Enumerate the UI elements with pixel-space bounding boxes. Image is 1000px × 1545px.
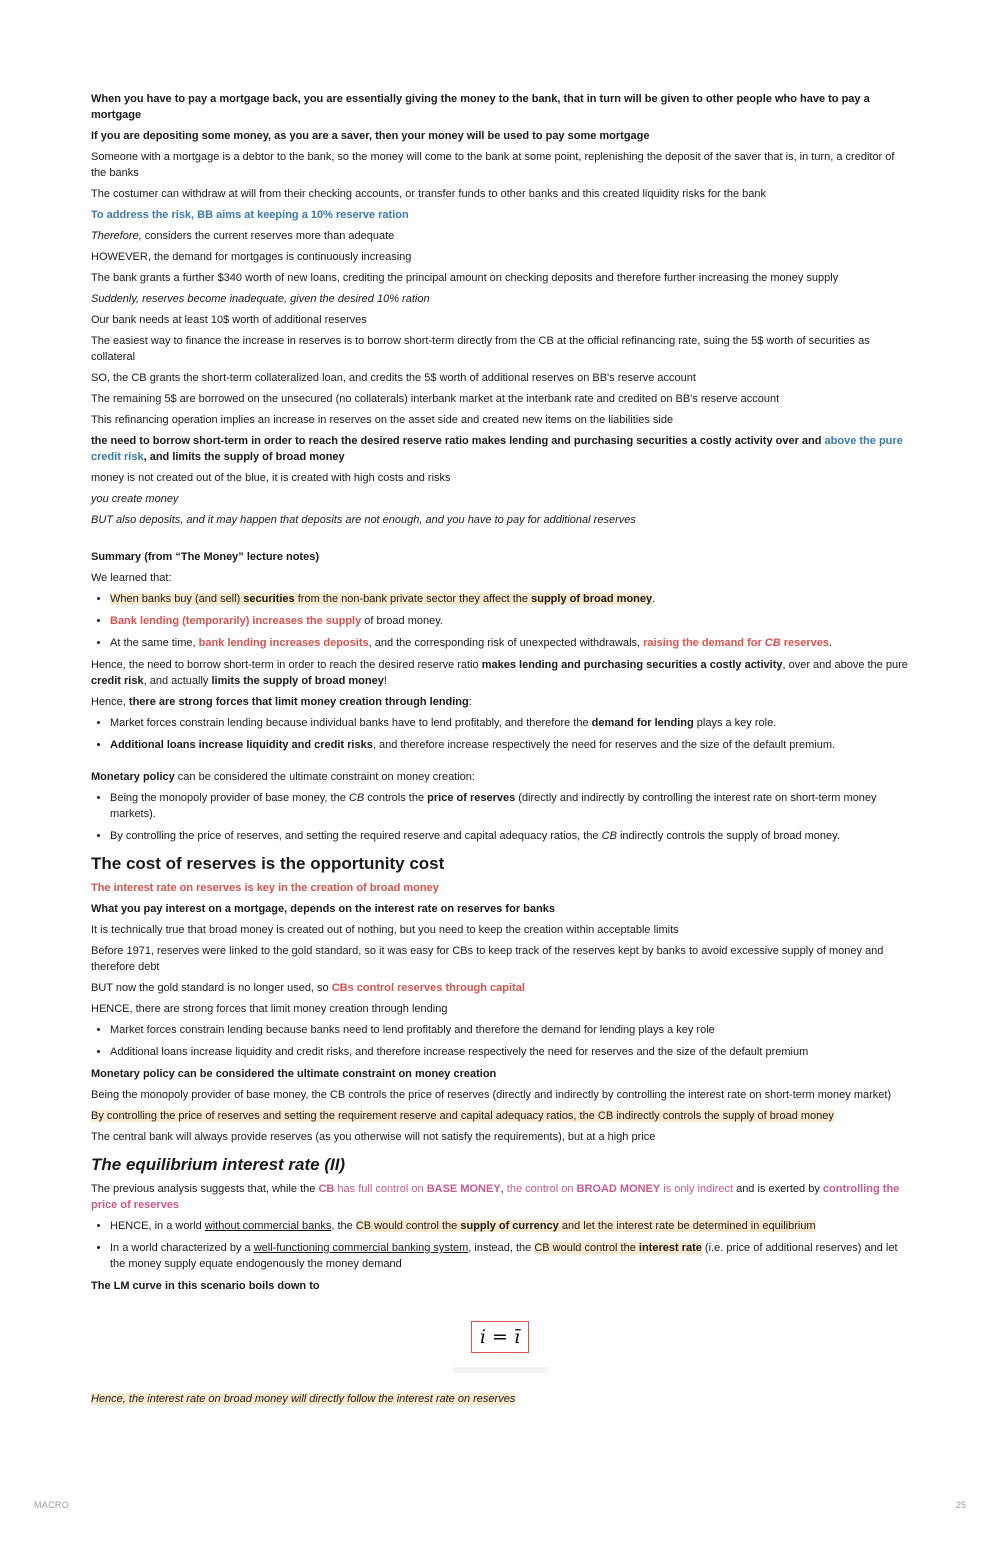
paragraph: Before 1971, reserves were linked to the gold standard, so it was easy for CBs to keep track of the reserves kept by banks to avoid excessive supply of money and therefore debt <box>91 945 884 973</box>
paragraph: HENCE, there are strong forces that limit money creation through lending <box>91 1003 448 1015</box>
highlighted-text: When banks buy (and sell) securities from the non-bank private sector they affect the supply of broad money <box>110 593 653 605</box>
section-heading: The cost of reserves is the opportunity cost <box>91 854 445 873</box>
list-item: • Bank lending (temporarily) increases the supply of broad money. <box>110 613 909 629</box>
list-item: • In a world characterized by a well-functioning commercial banking system, instead, the CB would control the interest rate (i.e. price of additional reserves) and let the money supply equate endogenously the money demand <box>110 1240 909 1272</box>
paragraph: If you are depositing some money, as you are a saver, then your money will be used to pay some mortgage <box>91 130 650 142</box>
forces-list-2 <box>91 1022 909 1060</box>
summary-list <box>91 591 909 651</box>
paragraph: When you have to pay a mortgage back, you are essentially giving the money to the bank, that in turn will be given to other people who have to pay a mortgage <box>91 93 870 121</box>
paragraph <box>91 1108 909 1124</box>
list-item: • Additional loans increase liquidity and credit risks, and therefore increase respectively the need for reserves and the size of the default premium. <box>110 737 909 753</box>
paragraph: Monetary policy can be considered the ultimate constraint on money creation <box>91 1068 497 1080</box>
paragraph: It is technically true that broad money is created out of nothing, but you need to keep the creation within acceptable limits <box>91 924 679 936</box>
text: , and limits the supply of broad money <box>143 451 345 463</box>
paragraph: BUT now the gold standard is no longer used, so CBs control reserves through capital <box>91 982 525 994</box>
forces-list <box>91 715 909 753</box>
paragraph: Hence, the need to borrow short-term in order to reach the desired reserve ratio makes lending and purchasing securities a costly activity, over and above the pure credit risk, and actually limits the supply of broad money! <box>91 659 908 687</box>
list-item: • At the same time, bank lending increases deposits, and the corresponding risk of unexpected withdrawals, raising the demand for CB reserves. <box>110 635 909 651</box>
paragraph: The remaining 5$ are borrowed on the unsecured (no collaterals) interbank market at the interbank rate and credited on BB's reserve account <box>91 393 780 405</box>
paragraph <box>91 1391 909 1407</box>
list-item: • Market forces constrain lending because banks need to lend profitably and therefore the demand for lending plays a key role <box>110 1022 909 1038</box>
equation-shadow <box>453 1367 548 1373</box>
paragraph: Monetary policy can be considered the ultimate constraint on money creation: <box>91 771 475 783</box>
document-page <box>91 91 909 1412</box>
paragraph: What you pay interest on a mortgage, depends on the interest rate on reserves for banks <box>91 903 555 915</box>
paragraph: The central bank will always provide reserves (as you otherwise will not satisfy the requirements), but at a high price <box>91 1131 656 1143</box>
list-item: • HENCE, in a world without commercial banks, the CB would control the supply of currency and let the interest rate be determined in equilibrium <box>110 1218 909 1234</box>
list-item: • Market forces constrain lending because individual banks have to lend profitably, and therefore the demand for lending plays a key role. <box>110 715 909 731</box>
footer-label: MACRO <box>34 1500 69 1510</box>
paragraph: The easiest way to finance the increase in reserves is to borrow short-term directly from the CB at the official refinancing rate, suing the 5$ worth of securities as collateral <box>91 335 870 363</box>
italic-text: Therefore, <box>91 230 142 242</box>
paragraph: SO, the CB grants the short-term collateralized loan, and credits the 5$ worth of additional reserves on BB's reserve account <box>91 372 696 384</box>
paragraph: The interest rate on reserves is key in the creation of broad money <box>91 882 439 894</box>
page-number: 25 <box>955 1500 966 1510</box>
paragraph: This refinancing operation implies an increase in reserves on the asset side and created new items on the liabilities side <box>91 414 674 426</box>
list-item: • Being the monopoly provider of base money, the CB controls the price of reserves (directly and indirectly by controlling the interest rate on short-term money markets). <box>110 790 909 822</box>
paragraph: The previous analysis suggests that, while the CB has full control on BASE MONEY, the control on BROAD MONEY is only indirect and is exerted by controlling the price of reserves <box>91 1183 900 1211</box>
list-item: • Additional loans increase liquidity and credit risks, and therefore increase respectively the need for reserves and the size of the default premium <box>110 1044 909 1060</box>
summary-title: Summary (from “The Money” lecture notes) <box>91 551 319 563</box>
paragraph: The bank grants a further $340 worth of new loans, crediting the principal amount on checking deposits and therefore further increasing the money supply <box>91 272 839 284</box>
paragraph <box>91 228 909 244</box>
equation: i = ī <box>471 1321 529 1353</box>
highlighted-text: Hence, the interest rate on broad money will directly follow the interest rate on reserves <box>91 1393 516 1405</box>
paragraph: Our bank needs at least 10$ worth of additional reserves <box>91 314 367 326</box>
paragraph: Suddenly, reserves become inadequate, given the desired 10% ration <box>91 293 430 305</box>
highlighted-text: By controlling the price of reserves and setting the requirement reserve and capital adequacy ratios, the CB indirectly controls the supply of broad money <box>91 1110 834 1122</box>
blue-text: above the pure credit risk <box>91 435 903 463</box>
equation-block <box>91 1321 909 1391</box>
paragraph: HOWEVER, the demand for mortgages is continuously increasing <box>91 251 412 263</box>
list-item: • By controlling the price of reserves, and setting the required reserve and capital adequacy ratios, the CB indirectly controls the supply of broad money. <box>110 828 909 844</box>
paragraph: Being the monopoly provider of base money, the CB controls the price of reserves (directly and indirectly by controlling the interest rate on short-term money market) <box>91 1089 892 1101</box>
paragraph <box>91 433 909 465</box>
paragraph: money is not created out of the blue, it is created with high costs and risks <box>91 472 451 484</box>
paragraph: BUT also deposits, and it may happen that deposits are not enough, and you have to pay for additional reserves <box>91 514 636 526</box>
section-heading: The equilibrium interest rate (II) <box>91 1155 346 1174</box>
paragraph: We learned that: <box>91 572 172 584</box>
world-list <box>91 1218 909 1272</box>
highlight-blue-paragraph: To address the risk, BB aims at keeping a 10% reserve ration <box>91 209 409 221</box>
monetary-list <box>91 790 909 844</box>
paragraph: The costumer can withdraw at will from their checking accounts, or transfer funds to other banks and this created liquidity risks for the bank <box>91 188 766 200</box>
list-item: • When banks buy (and sell) securities from the non-bank private sector they affect the supply of broad money. <box>110 591 909 607</box>
paragraph: Someone with a mortgage is a debtor to the bank, so the money will come to the bank at some point, replenishing the deposit of the saver that is, in turn, a creditor of the banks <box>91 151 895 179</box>
text: the need to borrow short-term in order to reach the desired reserve ratio makes lending and purchasing securities a costly activity over and <box>91 435 825 447</box>
text: considers the current reserves more than adequate <box>141 230 395 242</box>
paragraph: you create money <box>91 493 179 505</box>
paragraph: Hence, there are strong forces that limit money creation through lending: <box>91 696 472 708</box>
paragraph: The LM curve in this scenario boils down to <box>91 1280 320 1292</box>
